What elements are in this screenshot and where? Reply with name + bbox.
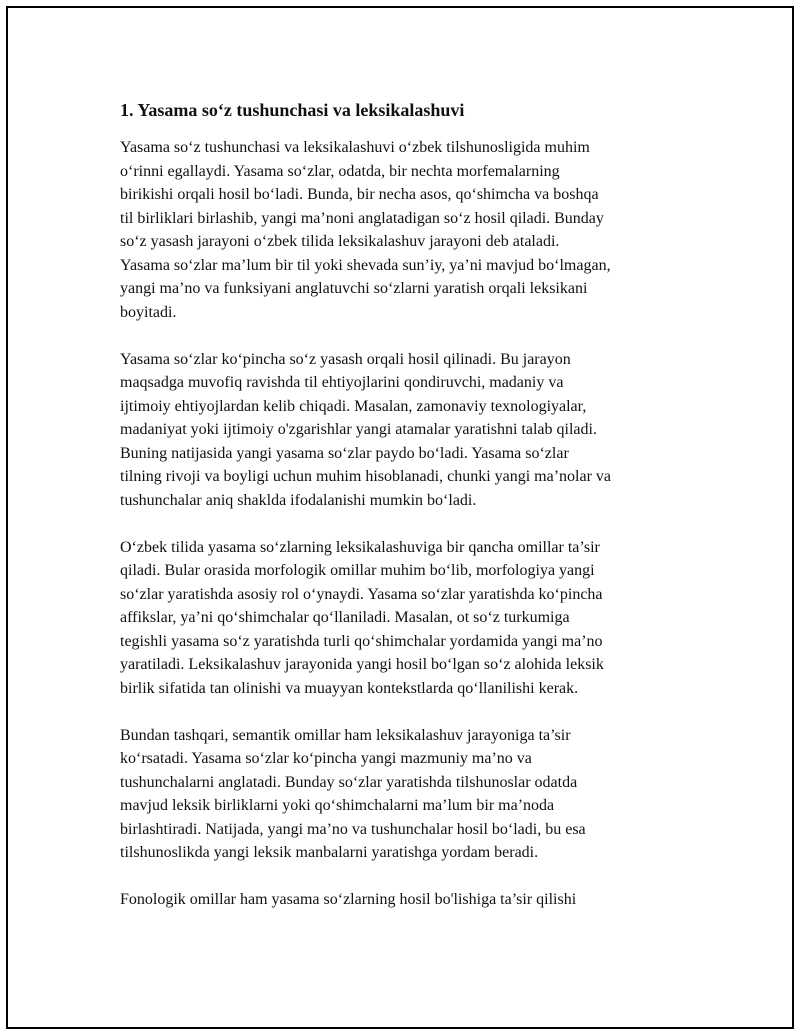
paragraph [120, 724, 710, 865]
text-line: ko‘rsatadi. Yasama so‘zlar ko‘pincha yangi mazmuniy ma’no va [120, 750, 532, 767]
text-line: tegishli yasama so‘z yaratishda turli qo‘shimchalar yordamida yangi ma’no [120, 632, 603, 650]
document-body [120, 98, 710, 935]
text-line: Bundan tashqari, semantik omillar ham leksikalashuv jarayoniga ta’sir [120, 726, 571, 744]
text-line: qiladi. Bular orasida morfologik omillar muhim bo‘lib, morfologiya yangi [120, 562, 595, 579]
text-line: so‘zlar yaratishda asosiy rol o‘ynaydi. Yasama so‘zlar yaratishda ko‘pincha [120, 585, 603, 603]
text-line: so‘z yasash jarayoni o‘zbek tilida leksikalashuv jarayoni deb ataladi. [120, 233, 560, 250]
text-line: affikslar, ya’ni qo‘shimchalar qo‘llaniladi. Masalan, ot so‘z turkumiga [120, 609, 570, 626]
page-frame [6, 6, 794, 1029]
text-line: tushunchalar aniq shaklda ifodalanishi mumkin bo‘ladi. [120, 491, 477, 509]
text-line: tilshunoslikda yangi leksik manbalarni yaratishga yordam beradi. [120, 844, 539, 861]
text-line: birikishi orqali hosil bo‘ladi. Bunda, bir necha asos, qo‘shimcha va boshqa [120, 186, 599, 203]
text-line: yangi ma’no va funksiyani anglatuvchi so‘zlarni yaratish orqali leksikani [120, 280, 588, 297]
section-heading: 1. Yasama so‘z tushunchasi va leksikalashuvi [120, 100, 465, 120]
text-line: til birliklari birlashib, yangi ma’noni anglatadigan so‘z hosil qiladi. Bunday [120, 209, 604, 227]
text-line: Fonologik omillar ham yasama so‘zlarning hosil bo'lishiga ta’sir qilishi [120, 891, 577, 908]
paragraph [120, 888, 710, 912]
text-line: Yasama so‘z tushunchasi va leksikalashuvi o‘zbek tilshunosligida muhim [120, 139, 590, 156]
text-line: mavjud leksik birliklarni yoki qo‘shimchalarni ma’lum bir ma’noda [120, 797, 555, 814]
text-line: Yasama so‘zlar ma’lum bir til yoki shevada sun’iy, ya’ni mavjud bo‘lmagan, [120, 256, 611, 274]
paragraph [120, 136, 710, 324]
paragraph [120, 348, 710, 513]
text-line: maqsadga muvofiq ravishda til ehtiyojlarini qondiruvchi, madaniy va [120, 374, 564, 391]
text-line: ijtimoiy ehtiyojlardan kelib chiqadi. Masalan, zamonaviy texnologiyalar, [120, 397, 587, 415]
text-line: Buning natijasida yangi yasama so‘zlar paydo bo‘ladi. Yasama so‘zlar [120, 444, 569, 462]
text-line: tilning rivoji va boyligi uchun muhim hisoblanadi, chunki yangi ma’nolar va [120, 468, 612, 485]
text-line: birlik sifatida tan olinishi va muayyan kontekstlarda qo‘llanilishi kerak. [120, 679, 579, 697]
text-line: yaratiladi. Leksikalashuv jarayonida yangi hosil bo‘lgan so‘z alohida leksik [120, 656, 604, 673]
text-line: Yasama so‘zlar ko‘pincha so‘z yasash orqali hosil qilinadi. Bu jarayon [120, 350, 571, 368]
text-line: O‘zbek tilida yasama so‘zlarning leksikalashuviga bir qancha omillar ta’sir [120, 538, 600, 556]
text-line: o‘rinni egallaydi. Yasama so‘zlar, odatda, bir nechta morfemalarning [120, 162, 560, 180]
text-line: birlashtiradi. Natijada, yangi ma’no va tushunchalar hosil bo‘ladi, bu esa [120, 820, 586, 838]
paragraph [120, 536, 710, 701]
paragraph-list [120, 136, 710, 912]
text-line: madaniyat yoki ijtimoiy o'zgarishlar yangi atamalar yaratishni talab qiladi. [120, 421, 597, 438]
text-line: boyitadi. [120, 303, 177, 321]
text-line: tushunchalarni anglatadi. Bunday so‘zlar yaratishda tilshunoslar odatda [120, 773, 578, 791]
